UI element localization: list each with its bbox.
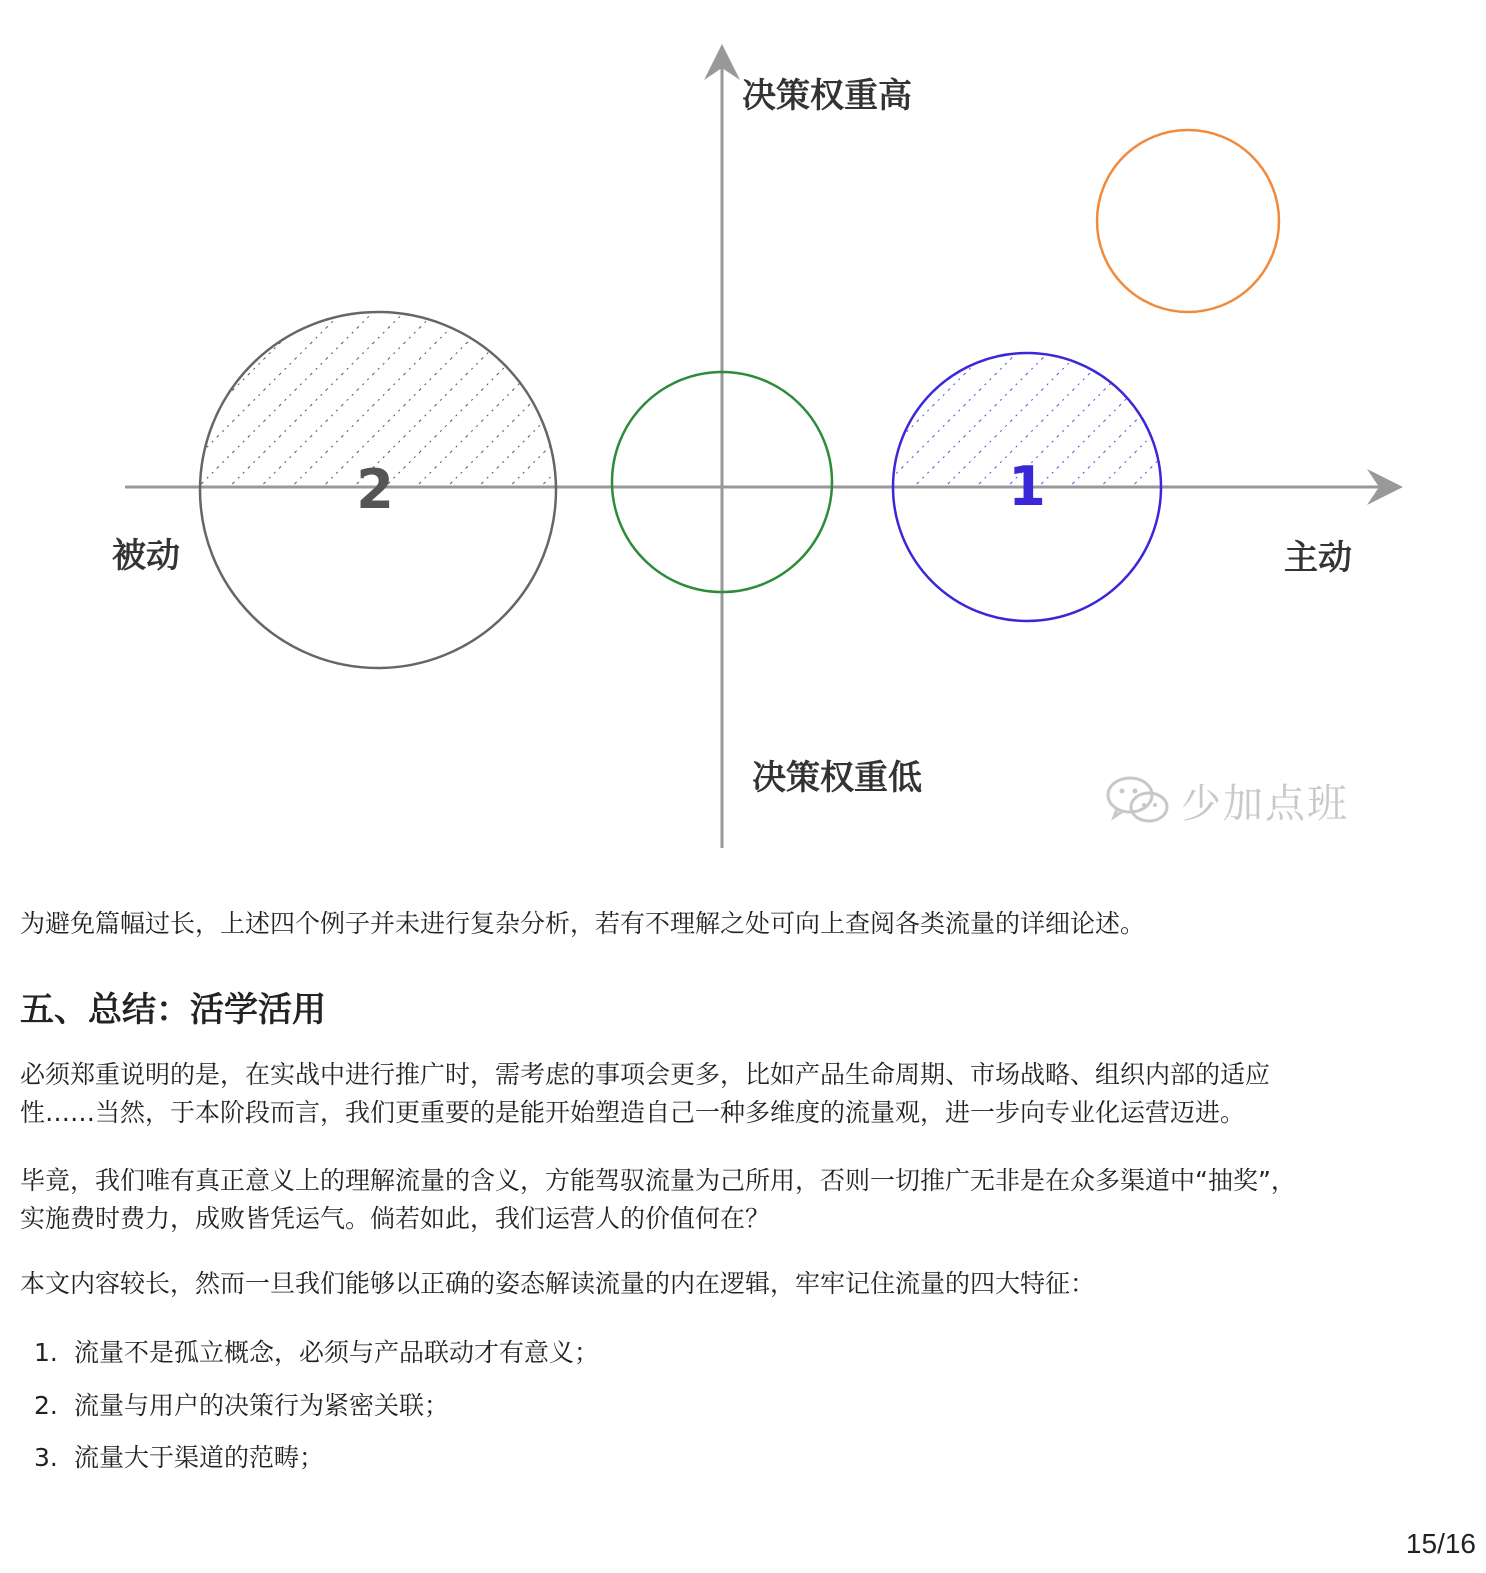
list-number: 3. xyxy=(34,1443,58,1472)
list-text: 流量与用户的决策行为紧密关联； xyxy=(74,1391,450,1420)
paragraph-2-line-1: 必须郑重说明的是，在实战中进行推广时，需考虑的事项会更多，比如产品生命周期、市场战略、组织内部的适应 xyxy=(20,1060,1271,1089)
list-item xyxy=(34,1333,599,1369)
paragraph-3-line-1: 毕竟，我们唯有真正意义上的理解流量的含义，方能驾驭流量为己所用，否则一切推广无非是在众多渠道中“抽奖”， xyxy=(20,1166,1296,1195)
paragraph-1: 为避免篇幅过长，上述四个例子并未进行复杂分析，若有不理解之处可向上查阅各类流量的详细论述。 xyxy=(20,909,1146,938)
page-number: 15/16 xyxy=(1405,1528,1476,1559)
paragraph-3-line-2: 实施费时费力，成败皆凭运气。倘若如此，我们运营人的价值何在？ xyxy=(20,1204,771,1233)
wechat-icon xyxy=(1105,773,1171,827)
y-axis-bottom-label: 决策权重低 xyxy=(752,758,922,798)
x-axis-right-label: 主动 xyxy=(1284,538,1352,578)
list-text: 流量不是孤立概念，必须与产品联动才有意义； xyxy=(74,1338,600,1367)
watermark-text: 少加点班 xyxy=(1181,780,1349,827)
list-text: 流量大于渠道的范畴； xyxy=(74,1443,325,1472)
list-item xyxy=(34,1386,449,1422)
list-item xyxy=(34,1438,324,1474)
paragraph-3 xyxy=(20,1162,1460,1238)
circle-2-label: 2 xyxy=(356,458,394,521)
x-axis-left-label: 被动 xyxy=(112,536,180,576)
list-number: 1. xyxy=(34,1338,58,1367)
section-heading: 五、总结：活学活用 xyxy=(20,990,326,1030)
circle-orange xyxy=(1097,130,1279,312)
paragraph-2-line-2: 性……当然，于本阶段而言，我们更重要的是能开始塑造自己一种多维度的流量观，进一步向专业化运营迈进。 xyxy=(20,1098,1246,1127)
watermark xyxy=(1105,770,1349,830)
circle-1-label: 1 xyxy=(1008,455,1046,518)
paragraph-2 xyxy=(20,1056,1460,1132)
paragraph-4: 本文内容较长，然而一旦我们能够以正确的姿态解读流量的内在逻辑，牢牢记住流量的四大特征： xyxy=(20,1269,1096,1298)
y-axis-top-label: 决策权重高 xyxy=(742,76,912,116)
list-number: 2. xyxy=(34,1391,58,1420)
